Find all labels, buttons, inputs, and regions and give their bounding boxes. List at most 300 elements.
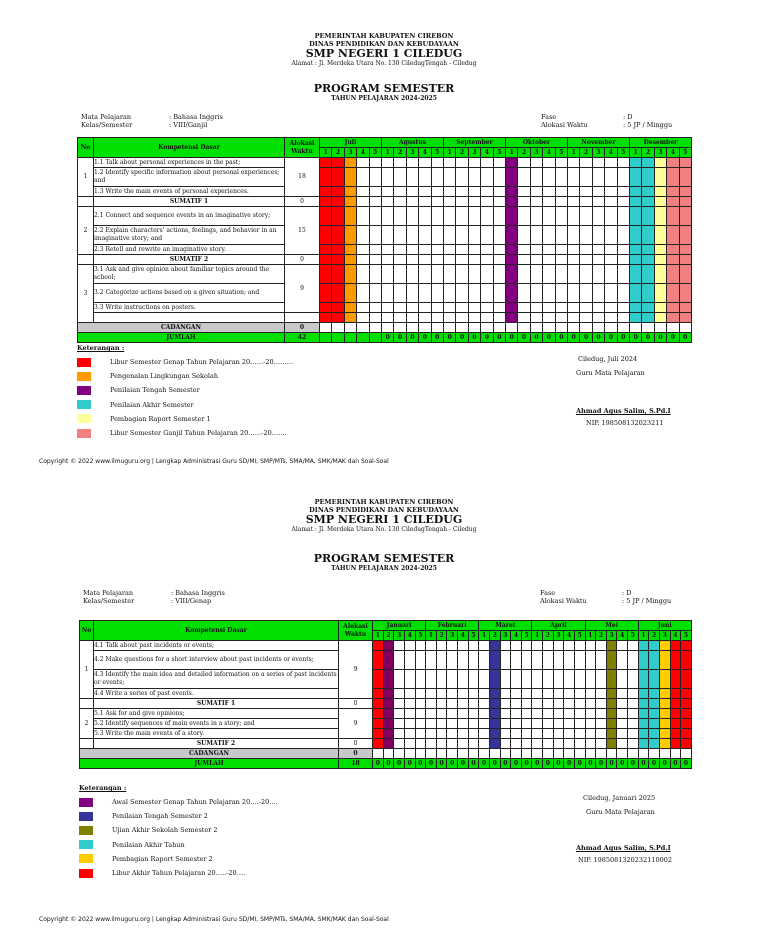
legend-label: Ujian Akhir Sekolah Semester 2 (112, 826, 218, 835)
week-cell (667, 168, 679, 187)
jumlah-week-value: 0 (431, 333, 443, 343)
week-cell (381, 265, 393, 284)
week-cell (518, 187, 530, 197)
legend-item (77, 398, 293, 412)
week-cell (564, 709, 575, 719)
jumlah-week-value: 0 (629, 333, 641, 343)
week-cell (394, 641, 405, 651)
month-header: Maret (479, 621, 532, 631)
week-cell (617, 729, 628, 739)
meta-label: Kelas/Semester (81, 121, 133, 129)
week-number: 5 (493, 148, 505, 158)
week-number: 4 (617, 631, 628, 641)
table-row (80, 651, 692, 670)
week-cell (394, 651, 405, 670)
week-cell (605, 197, 617, 207)
week-cell (468, 313, 480, 323)
week-cell (649, 739, 660, 749)
week-cell (404, 709, 415, 719)
alokasi-value: 18 (285, 158, 320, 197)
legend-label: Penilaian Akhir Tahun (112, 840, 185, 849)
week-cell (585, 739, 596, 749)
week-cell (458, 719, 469, 729)
jumlah-week-value: 0 (592, 333, 604, 343)
week-cell (568, 303, 580, 313)
week-cell (357, 245, 369, 255)
week-cell (518, 255, 530, 265)
week-cell (394, 168, 406, 187)
row-number: 2 (78, 207, 94, 255)
week-cell (332, 255, 344, 265)
week-number: 2 (543, 631, 554, 641)
week-cell (642, 255, 654, 265)
week-cell (456, 197, 468, 207)
week-cell (369, 313, 381, 323)
week-cell (580, 197, 592, 207)
week-cell (629, 284, 641, 303)
week-cell (617, 749, 628, 759)
week-cell (629, 226, 641, 245)
jumlah-week-value: 0 (383, 759, 394, 769)
week-number: 3 (394, 631, 405, 641)
week-cell (530, 168, 542, 187)
week-cell (642, 284, 654, 303)
week-cell (592, 187, 604, 197)
week-cell (670, 699, 681, 709)
legend (79, 784, 278, 880)
week-cell (383, 670, 394, 689)
week-cell (605, 168, 617, 187)
week-cell (568, 187, 580, 197)
week-cell (415, 670, 426, 689)
kompetensi-text: 2.1 Connect and sequence events in an imaginative story; (94, 207, 285, 226)
week-cell (580, 207, 592, 226)
month-header: November (568, 138, 630, 148)
week-cell (456, 245, 468, 255)
week-cell (444, 303, 456, 313)
meta-label: Mata Pelajaran (81, 113, 132, 121)
week-cell (415, 749, 426, 759)
kompetensi-text: 3.1 Ask and give opinion about familiar topics around the school; (94, 265, 285, 284)
jumlah-week-value: 0 (468, 759, 479, 769)
week-cell (585, 709, 596, 719)
week-cell (606, 729, 617, 739)
week-cell (681, 749, 692, 759)
legend-item (77, 412, 293, 426)
week-cell (617, 689, 628, 699)
week-cell (617, 284, 629, 303)
week-cell (394, 255, 406, 265)
week-cell (500, 651, 511, 670)
week-cell (667, 197, 679, 207)
sumatif-row (80, 699, 692, 709)
week-number: 5 (681, 631, 692, 641)
week-cell (553, 641, 564, 651)
week-cell (592, 226, 604, 245)
jumlah-week-value (369, 333, 381, 343)
week-cell (456, 303, 468, 313)
week-cell (458, 651, 469, 670)
jumlah-week-value: 0 (511, 759, 522, 769)
week-cell (518, 226, 530, 245)
week-cell (415, 699, 426, 709)
week-cell (406, 303, 418, 313)
week-cell (574, 749, 585, 759)
week-cell (468, 689, 479, 699)
week-cell (419, 255, 431, 265)
week-cell (404, 739, 415, 749)
week-cell (530, 187, 542, 197)
week-number: 3 (344, 148, 356, 158)
week-cell (357, 158, 369, 168)
jumlah-week-value: 0 (654, 333, 666, 343)
week-cell (518, 303, 530, 313)
week-cell (344, 265, 356, 284)
week-cell (468, 641, 479, 651)
week-cell (679, 265, 691, 284)
week-cell (369, 265, 381, 284)
week-cell (553, 709, 564, 719)
week-cell (394, 709, 405, 719)
table-row (78, 226, 692, 245)
week-cell (629, 323, 641, 333)
week-cell (394, 670, 405, 689)
week-number: 5 (617, 148, 629, 158)
page-subtitle: TAHUN PELAJARAN 2024-2025 (331, 95, 437, 102)
week-cell (681, 699, 692, 709)
week-cell (458, 729, 469, 739)
week-cell (373, 749, 384, 759)
week-cell (357, 207, 369, 226)
week-cell (568, 168, 580, 187)
week-cell (543, 158, 555, 168)
week-cell (373, 699, 384, 709)
jumlah-value: 42 (285, 333, 320, 343)
jumlah-week-value: 0 (394, 333, 406, 343)
week-cell (431, 255, 443, 265)
week-cell (394, 323, 406, 333)
week-number: 3 (659, 631, 670, 641)
week-cell (456, 323, 468, 333)
week-cell (406, 284, 418, 303)
week-cell (659, 719, 670, 729)
week-cell (606, 670, 617, 689)
week-cell (493, 207, 505, 226)
week-cell (592, 207, 604, 226)
week-cell (373, 709, 384, 719)
week-cell (543, 641, 554, 651)
week-cell (332, 197, 344, 207)
week-cell (320, 226, 332, 245)
meta-value: : D (623, 113, 633, 121)
week-cell (617, 187, 629, 197)
week-cell (468, 303, 480, 313)
month-header: Juli (320, 138, 382, 148)
week-cell (447, 709, 458, 719)
week-cell (642, 207, 654, 226)
week-cell (580, 187, 592, 197)
week-cell (638, 670, 649, 689)
sign-place: Ciledug, Januari 2025 (583, 794, 656, 802)
week-cell (344, 197, 356, 207)
week-cell (659, 689, 670, 699)
sumatif-row (78, 197, 692, 207)
col-header-kd: Kompetensi Dasar (94, 138, 285, 158)
week-number: 1 (479, 631, 490, 641)
week-cell (681, 719, 692, 729)
jumlah-week-value: 0 (642, 333, 654, 343)
week-cell (555, 255, 567, 265)
week-cell (605, 158, 617, 168)
week-cell (500, 719, 511, 729)
week-cell (500, 689, 511, 699)
week-cell (659, 670, 670, 689)
week-cell (357, 197, 369, 207)
legend-item (77, 426, 293, 440)
week-number: 1 (320, 148, 332, 158)
week-cell (628, 749, 639, 759)
week-cell (617, 323, 629, 333)
week-cell (629, 255, 641, 265)
week-cell (659, 651, 670, 670)
week-cell (638, 749, 649, 759)
week-cell (436, 699, 447, 709)
week-cell (383, 689, 394, 699)
week-number: 1 (506, 148, 518, 158)
week-cell (605, 187, 617, 197)
week-cell (574, 641, 585, 651)
week-number: 4 (357, 148, 369, 158)
week-number: 5 (431, 148, 443, 158)
week-cell (481, 245, 493, 255)
week-cell (444, 158, 456, 168)
table-row (78, 245, 692, 255)
week-cell (500, 670, 511, 689)
week-number: 1 (426, 631, 437, 641)
jumlah-week-value: 0 (518, 333, 530, 343)
kompetensi-text: 5.2 Identify sequences of main events in a story; and (94, 719, 339, 729)
week-cell (419, 207, 431, 226)
week-cell (679, 313, 691, 323)
week-cell (394, 699, 405, 709)
week-cell (481, 187, 493, 197)
school-name: SMP NEGERI 1 CILEDUG (305, 47, 463, 60)
jumlah-week-value: 0 (419, 333, 431, 343)
legend-swatch (77, 414, 91, 423)
week-cell (419, 265, 431, 284)
table-row (78, 284, 692, 303)
week-cell (543, 284, 555, 303)
week-cell (468, 709, 479, 719)
cadangan-value: 0 (285, 323, 320, 333)
week-cell (468, 719, 479, 729)
sumatif-value: 0 (339, 739, 373, 749)
week-cell (530, 303, 542, 313)
week-cell (419, 245, 431, 255)
week-cell (426, 689, 437, 699)
week-cell (521, 749, 532, 759)
kompetensi-text: 2.3 Retell and rewrite an imaginative story. (94, 245, 285, 255)
meta-label: Fase (540, 589, 556, 597)
col-header-no: No (78, 138, 94, 158)
cadangan-row (78, 323, 692, 333)
legend-swatch (79, 798, 93, 807)
week-cell (489, 670, 500, 689)
week-cell (431, 265, 443, 284)
week-cell (506, 255, 518, 265)
week-cell (332, 265, 344, 284)
week-cell (649, 699, 660, 709)
col-header-no: No (80, 621, 94, 641)
week-cell (629, 207, 641, 226)
week-cell (543, 207, 555, 226)
week-cell (681, 651, 692, 670)
week-cell (617, 719, 628, 729)
week-number: 5 (679, 148, 691, 158)
week-cell (659, 641, 670, 651)
week-cell (679, 323, 691, 333)
week-cell (543, 323, 555, 333)
week-cell (606, 719, 617, 729)
week-cell (369, 207, 381, 226)
week-cell (530, 284, 542, 303)
table-row (78, 168, 692, 187)
week-cell (381, 284, 393, 303)
week-cell (468, 670, 479, 689)
week-cell (642, 226, 654, 245)
meta-right (540, 589, 671, 605)
week-cell (574, 709, 585, 719)
week-number: 1 (532, 631, 543, 641)
legend-swatch (79, 840, 93, 849)
week-cell (383, 699, 394, 709)
week-cell (506, 187, 518, 197)
jumlah-week-value: 0 (468, 333, 480, 343)
jumlah-week-value (357, 333, 369, 343)
week-cell (670, 641, 681, 651)
meta-value: : VIII/Ganjil (169, 121, 208, 129)
legend-label: Libur Akhir Tahun Pelajaran 20…..-20…. (112, 869, 246, 878)
week-cell (357, 168, 369, 187)
gov-line: PEMERINTAH KABUPATEN CIREBON (314, 32, 454, 40)
week-cell (431, 245, 443, 255)
week-cell (681, 709, 692, 719)
week-cell (344, 158, 356, 168)
week-cell (404, 699, 415, 709)
jumlah-week-value: 0 (500, 759, 511, 769)
week-cell (500, 699, 511, 709)
week-cell (394, 207, 406, 226)
week-cell (605, 245, 617, 255)
week-cell (518, 323, 530, 333)
week-cell (431, 197, 443, 207)
week-cell (332, 187, 344, 197)
week-cell (493, 245, 505, 255)
meta-label: Mata Pelajaran (83, 589, 134, 597)
week-cell (332, 207, 344, 226)
week-cell (436, 709, 447, 719)
week-number: 2 (642, 148, 654, 158)
week-cell (555, 284, 567, 303)
week-cell (681, 670, 692, 689)
week-number: 3 (530, 148, 542, 158)
week-cell (553, 749, 564, 759)
week-cell (468, 284, 480, 303)
kompetensi-text: 2.2 Explain characters' actions, feelings, and behavior in an imaginative story; and (94, 226, 285, 245)
week-number: 3 (654, 148, 666, 158)
week-cell (444, 323, 456, 333)
week-cell (468, 168, 480, 187)
week-cell (543, 265, 555, 284)
week-cell (555, 226, 567, 245)
week-cell (344, 245, 356, 255)
week-cell (617, 245, 629, 255)
jumlah-week-value: 0 (667, 333, 679, 343)
week-cell (381, 187, 393, 197)
week-cell (638, 709, 649, 719)
week-cell (606, 689, 617, 699)
week-cell (479, 719, 490, 729)
week-number: 4 (670, 631, 681, 641)
letterhead (0, 498, 768, 534)
dept-line: DINAS PENDIDIKAN DAN KEBUDAYAAN (309, 40, 459, 48)
week-cell (670, 729, 681, 739)
week-cell (543, 729, 554, 739)
week-cell (511, 709, 522, 719)
week-cell (592, 265, 604, 284)
week-cell (419, 284, 431, 303)
week-cell (489, 641, 500, 651)
week-cell (543, 313, 555, 323)
jumlah-week-value: 0 (605, 333, 617, 343)
schedule-table (77, 137, 692, 343)
week-cell (431, 284, 443, 303)
week-cell (592, 168, 604, 187)
week-cell (468, 187, 480, 197)
jumlah-week-value: 0 (406, 333, 418, 343)
week-cell (681, 739, 692, 749)
week-cell (654, 158, 666, 168)
week-number: 1 (629, 148, 641, 158)
week-cell (404, 651, 415, 670)
jumlah-row (78, 333, 692, 343)
sumatif-value: 0 (285, 197, 320, 207)
jumlah-week-value: 0 (530, 333, 542, 343)
cadangan-label: CADANGAN (80, 749, 339, 759)
legend-label: Pengenalan Lingkungan Sekolah (110, 372, 219, 381)
week-cell (574, 699, 585, 709)
legend-label: Libur Semester Genap Tahun Pelajaran 20……-20……… (110, 358, 294, 367)
week-cell (574, 689, 585, 699)
week-cell (532, 749, 543, 759)
week-cell (679, 303, 691, 313)
week-cell (394, 265, 406, 284)
week-cell (489, 739, 500, 749)
week-cell (654, 323, 666, 333)
week-cell (383, 719, 394, 729)
week-cell (458, 670, 469, 689)
sign-nip: NIP. 1985081320232110002 (578, 856, 673, 864)
week-cell (369, 245, 381, 255)
week-cell (431, 313, 443, 323)
week-cell (532, 709, 543, 719)
week-cell (638, 689, 649, 699)
meta-value: : D (622, 589, 632, 597)
alokasi-value: 15 (285, 207, 320, 255)
week-cell (596, 749, 607, 759)
jumlah-week-value: 0 (568, 333, 580, 343)
week-cell (543, 709, 554, 719)
